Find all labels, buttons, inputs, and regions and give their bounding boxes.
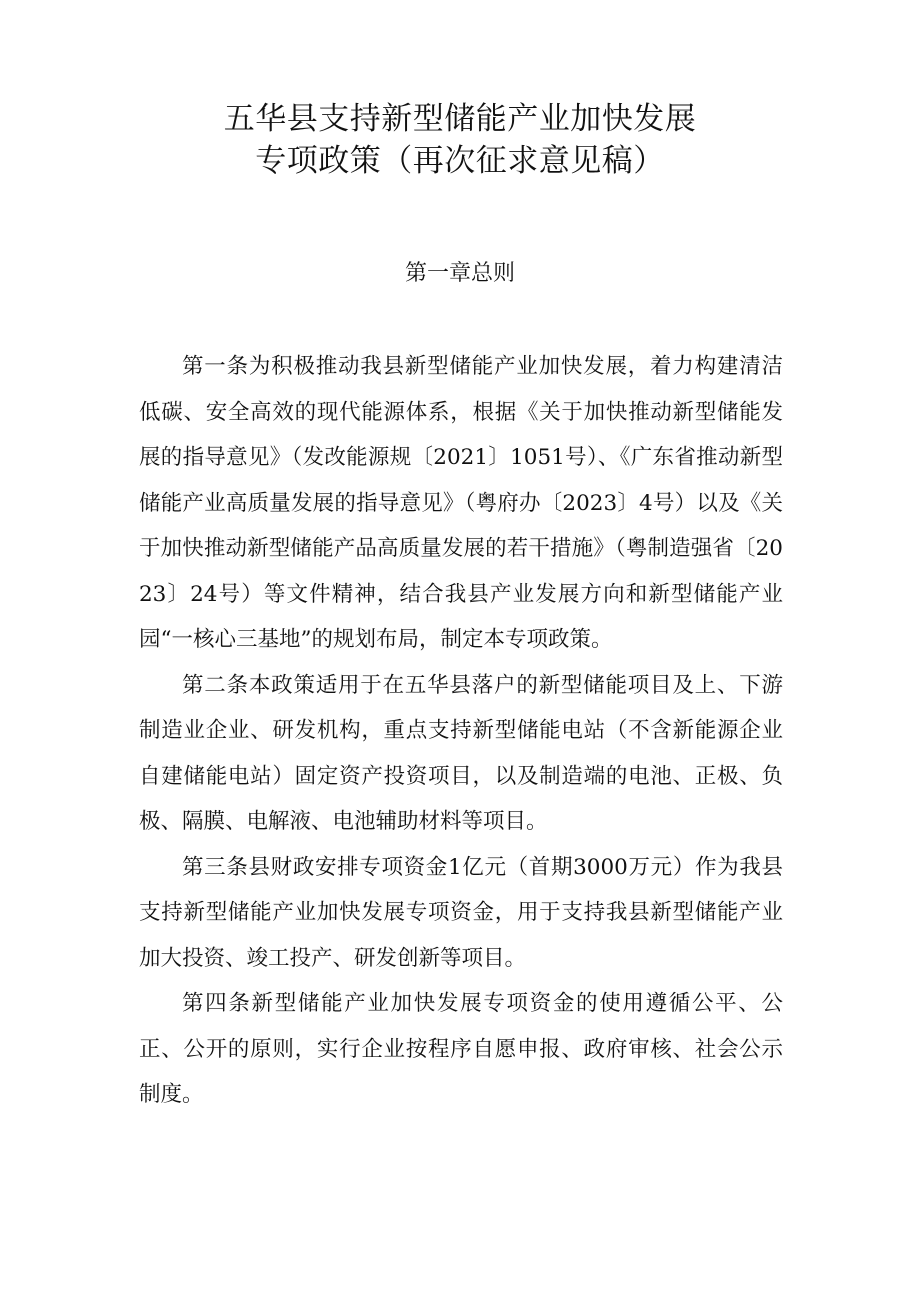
title-line-1: 五华县支持新型储能产业加快发展: [223, 101, 697, 137]
chapter-heading: 第一章总则: [404, 261, 515, 286]
article-3: 第三条县财政安排专项资金1亿元（首期3000万元）作为我县支持新型储能产业加快发展专项资金，用于支持我县新型储能产业加大投资、竣工投产、研发创新等项目。: [139, 854, 783, 971]
article-2: 第二条本政策适用于在五华县落户的新型储能项目及上、下游制造业企业、研发机构，重点支持新型储能电站（不含新能源企业自建储能电站）固定资产投资项目，以及制造端的电池、正极、负极、隔膜、电解液、电池辅助材料等项目。: [139, 672, 783, 834]
article-4: 第四条新型储能产业加快发展专项资金的使用遵循公平、公正、公开的原则，实行企业按程序自愿申报、政府审核、社会公示制度。: [139, 991, 783, 1107]
title-line-2: 专项政策（再次征求意见稿）: [255, 143, 665, 179]
article-1: 第一条为积极推动我县新型储能产业加快发展，着力构建清洁低碳、安全高效的现代能源体系，根据《关于加快推动新型储能发展的指导意见》（发改能源规〔2021〕1051号）、《广东省推动新型储能产业高质量发展的指导意见》（粤府办〔2023〕4号）以及《关于加快推动新型储能产品高质量发展的若干措施》（粤制造强省〔2023〕24号）等文件精神，结合我县产业发展方向和新型储能产业园“一核心三基地”的规划布局，制定本专项政策。: [139, 354, 783, 652]
document-body: [139, 344, 783, 1118]
document-title: [0, 98, 920, 182]
